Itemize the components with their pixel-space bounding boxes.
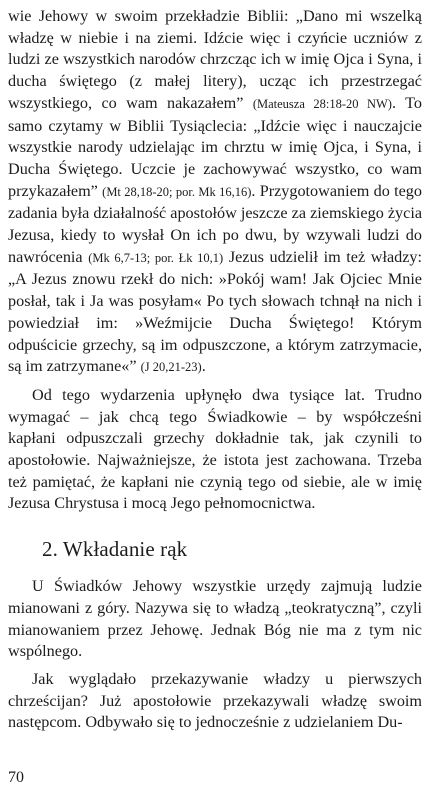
paragraph-text: wie Jehowy w swoim przekładzie Biblii: „Dano mi wszelką władzę w niebie i na ziemi. Idźcie więc i czyńcie uczniów z ludzi ze wszystkich narodów chrzcząc ich w imię Ojca i Syna, i ducha świętego (z małej litery), ucząc ich przestrzegać wszystkiego, co wam nakazałem” — [8, 7, 422, 112]
paragraph-text: . Przygotowaniem do tego zadania była działalność apostołów jeszcze za ziemskiego życia Jezusa, kiedy to wysłał On ich po dwu, by wzywali ludzi do nawrócenia — [8, 181, 422, 266]
citation-matthew-nw: (Mateusza 28:18-20 NW) — [252, 96, 392, 111]
citation-john: (J 20,21-23) — [140, 360, 202, 375]
paragraph-text: Jezus udzielił im też władzy: „A Jezus znowu rzekł do nich: »Pokój wam! Jak Ojciec Mnie posłał, tak i Ja was posyłam« Po tych słowach tchnął na nich i powiedział im: »Weźmijcie Ducha Świętego! Którym odpuścicie grzechy, są im odpuszczone, a którym zatrzymacie, są im zatrzymane«” — [8, 247, 423, 376]
section-heading: 2. Wkładanie rąk — [42, 537, 188, 562]
paragraph-continued — [8, 6, 422, 379]
paragraph-first-christians: Jak wyglądało przekazywanie władzy u pierwszych chrześcijan? Już apostołowie przekazywali władzę swoim następcom. Odbywało się to jednocześnie z udzielaniem Du- — [8, 669, 422, 732]
paragraph-text: . To samo czytamy w Biblii Tysiąclecia: „Idźcie więc i nauczajcie wszystkie narody udzielając im chrztu w imię Ojca, i Syna, i Ducha Świętego. Uczcie je zachowywać wszystko, co wam przykazałem” — [8, 93, 422, 200]
paragraph-jehovahs-witnesses-offices: U Świadków Jehowy wszystkie urzędy zajmują ludzie mianowani z góry. Nazywa się to władzą „teokratyczną”, czyli mianowaniem przez Jehowę. Jednak Bóg nie ma z tym nic wspólnego. — [8, 577, 422, 661]
citation-mark-luke: (Mk 6,7-13; por. Łk 10,1) — [88, 250, 224, 265]
citation-matthew-mark: (Mt 28,18-20; por. Mk 16,16) — [102, 184, 252, 199]
book-page — [8, 6, 422, 734]
page-number: 70 — [8, 769, 24, 786]
paragraph-two-thousand-years: Od tego wydarzenia upłynęło dwa tysiące lat. Trudno wymagać – jak chcą tego Świadkowie – by współcześni kapłani odpuszczali grzechy dokładnie tak, jak czynili to apostołowie. Najważniejsze, że istota jest zachowana. Trzeba też pamiętać, że kapłani nie czynią tego od siebie, ale w imię Jezusa Chrystusa i mocą Jego pełnomocnictwa. — [8, 385, 422, 513]
paragraph-text: . — [201, 357, 206, 376]
